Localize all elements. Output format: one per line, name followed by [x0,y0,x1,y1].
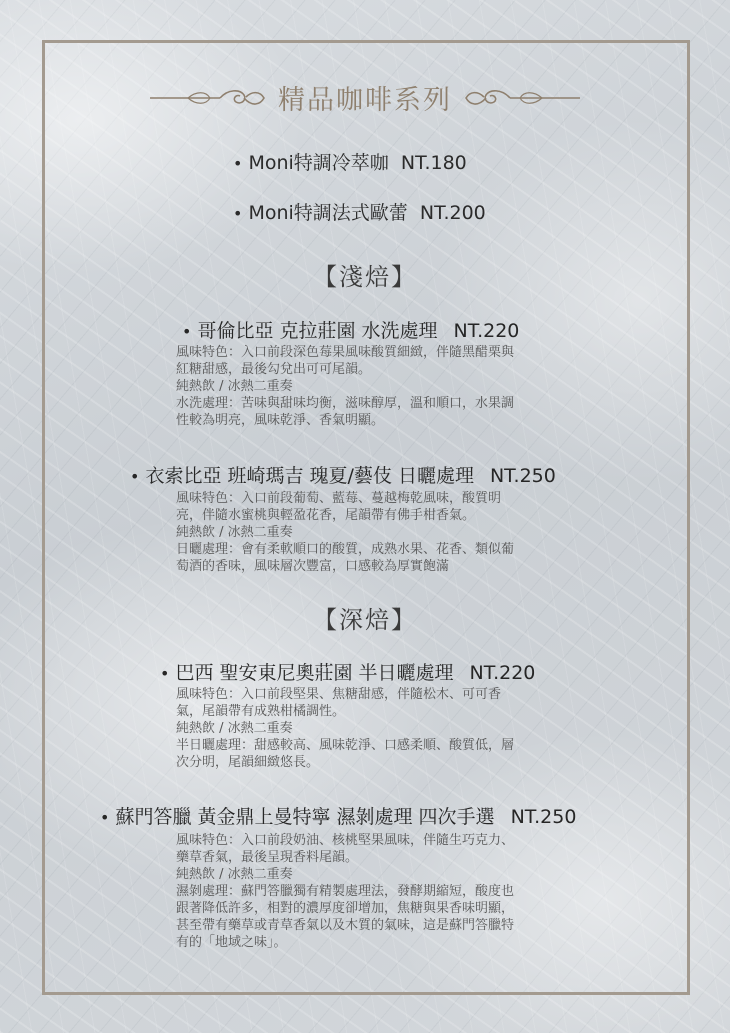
bullet-icon: • [100,808,110,827]
description-line: 風味特色：入口前段葡萄、藍莓、蔓越梅乾風味，酸質明 [176,491,502,506]
item-description [176,686,514,771]
bullet-icon: • [130,467,140,486]
item-name: Moni特調法式歐蕾 [248,202,408,224]
description-line: 純熱飲 / 冰熱二重奏 [176,379,293,394]
title-row [0,78,730,117]
description-line: 氣，尾韻帶有成熟柑橘調性。 [176,704,346,719]
description-line: 純熱飲 / 冰熱二重奏 [176,525,293,540]
description-line: 純熱飲 / 冰熱二重奏 [176,721,293,736]
bullet-icon: • [233,154,243,173]
description-line: 風味特色：入口前段堅果、焦糖甜感，伴隨松木、可可香 [176,687,502,702]
item-description [176,344,514,429]
right-flourish-ornament-icon [462,85,582,111]
bullet-icon: • [160,664,170,683]
page-title: 精品咖啡系列 [278,85,452,116]
description-line: 亮，伴隨水蜜桃與輕盈花香，尾韻帶有佛手柑香氣。 [176,508,476,523]
menu-item-name: • 巴西 聖安東尼奧莊園 半日曬處理 NT.220 [160,662,536,684]
item-price: NT.220 [469,662,536,684]
left-flourish-ornament-icon [148,85,268,111]
description-line: 性較為明亮，風味乾淨、香氣明顯。 [176,413,385,428]
description-line: 有的「地域之味」。 [176,935,287,950]
description-line: 風味特色：入口前段奶油、核桃堅果風味，伴隨生巧克力、 [176,833,515,848]
description-line: 甚至帶有藥草或青草香氣以及木質的氣味，這是蘇門答臘特 [176,918,515,933]
description-line: 半日曬處理：甜感較高、風味乾淨、口感柔順、酸質低，層 [176,738,515,753]
description-line: 風味特色：入口前段深色莓果風味酸質細緻，伴隨黑醋栗與 [176,345,515,360]
item-price: NT.250 [510,806,577,828]
item-description [176,832,514,951]
description-line: 萄酒的香味，風味層次豐富，口感較為厚實飽滿 [176,559,450,574]
bullet-icon: • [233,204,243,223]
item-price: NT.220 [453,320,520,342]
item-price: NT.180 [400,152,467,174]
menu-item-name: • 哥倫比亞 克拉莊園 水洗處理 NT.220 [182,320,520,342]
description-line: 次分明，尾韻細緻悠長。 [176,755,320,770]
description-line: 藥草香氣，最後呈現香料尾韻。 [176,850,359,865]
menu-item-name: • 衣索比亞 班崎瑪吉 瑰夏/藝伎 日曬處理 NT.250 [130,465,556,487]
section-title-dark-roast: 【深焙】 [313,606,417,634]
description-line: 濕剝處理：蘇門答臘獨有精製處理法，發酵期縮短，酸度也 [176,884,515,899]
menu-item [233,148,467,175]
menu-item [233,198,486,225]
description-line: 日曬處理：會有柔軟順口的酸質，成熟水果、花香、類似葡 [176,542,515,557]
bullet-icon: • [182,322,192,341]
description-line: 純熱飲 / 冰熱二重奏 [176,867,293,882]
description-line: 紅糖甜感，最後勾兌出可可尾韻。 [176,362,372,377]
menu-item-name: • 蘇門答臘 黃金鼎上曼特寧 濕剝處理 四次手選 NT.250 [100,806,577,828]
description-line: 水洗處理：苦味與甜味均衡，滋味醇厚，溫和順口，水果調 [176,396,515,411]
item-price: NT.250 [489,465,556,487]
item-description [176,490,514,575]
section-title-light-roast: 【淺焙】 [313,263,417,291]
item-name: Moni特調冷萃咖 [248,152,389,174]
description-line: 跟著降低許多，相對的濃厚度卻增加，焦糖與果香味明顯， [176,901,515,916]
item-price: NT.200 [419,202,486,224]
